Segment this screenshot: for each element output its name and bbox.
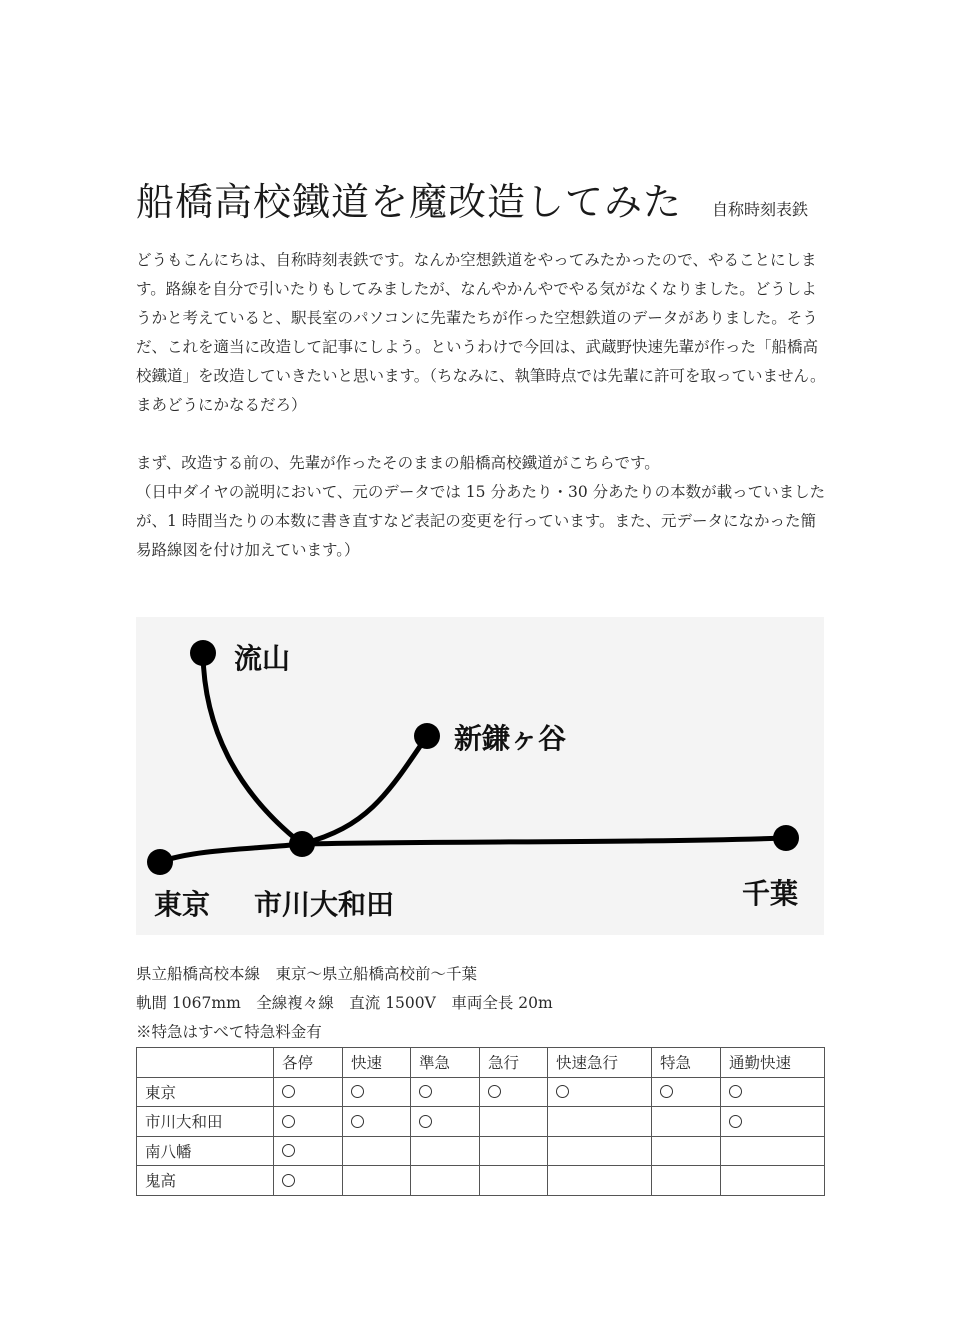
stop-cell bbox=[548, 1077, 652, 1107]
stop-mark-icon bbox=[351, 1115, 364, 1128]
header-cell-rapid-express: 快速急行 bbox=[548, 1048, 652, 1078]
stop-cell bbox=[274, 1077, 343, 1107]
stop-cell bbox=[343, 1166, 411, 1196]
station-label-tokyo: 東京 bbox=[154, 888, 211, 921]
stop-cell bbox=[548, 1136, 652, 1166]
stop-cell bbox=[652, 1077, 721, 1107]
stop-cell bbox=[652, 1107, 721, 1137]
station-label-shinkamagaya: 新鎌ヶ谷 bbox=[454, 722, 567, 755]
intro-paragraph: どうもこんにちは、自称時刻表鉄です。なんか空想鉄道をやってみたかったので、やることにします。路線を自分で引いたりもしてみましたが、なんやかんやでやる気がなくなりました。どうしようかと考えていると、駅長室のパソコンに先輩たちが作った空想鉄道のデータがありました。そうだ、これを適当に改造して記事にしよう。というわけで今回は、武蔵野快速先輩が作った「船橋高校鐵道」を改造していきたいと思います。（ちなみに、執筆時点では先輩に許可を取っていません。まあどうにかなるだろ） bbox=[136, 251, 826, 414]
stop-mark-icon bbox=[282, 1174, 295, 1187]
stop-mark-icon bbox=[729, 1115, 742, 1128]
table-row bbox=[137, 1077, 825, 1107]
stop-cell bbox=[411, 1136, 480, 1166]
header-cell-commuter-rapid: 通勤快速 bbox=[721, 1048, 825, 1078]
station-label-ichikawa-ohwada: 市川大和田 bbox=[254, 888, 395, 921]
header-cell-station bbox=[137, 1048, 274, 1078]
stop-cell bbox=[721, 1166, 825, 1196]
header-cell-express: 急行 bbox=[480, 1048, 548, 1078]
stop-mark-icon bbox=[351, 1085, 364, 1098]
stop-cell bbox=[411, 1166, 480, 1196]
stop-cell bbox=[548, 1166, 652, 1196]
main-line bbox=[160, 838, 786, 862]
stop-cell bbox=[721, 1107, 825, 1137]
header-cell-local: 各停 bbox=[274, 1048, 343, 1078]
station-name-cell: 鬼高 bbox=[137, 1166, 274, 1196]
table-row bbox=[137, 1136, 825, 1166]
branch-line-nagareyama bbox=[203, 653, 302, 844]
stop-mark-icon bbox=[282, 1144, 295, 1157]
stop-cell bbox=[343, 1107, 411, 1137]
explanation-paragraph: まず、改造する前の、先輩が作ったそのままの船橋高校鐵道がこちらです。 （日中ダイヤの説明において、元のデータでは 15 分あたり・30 分あたりの本数が載っていましたが、1 時間当たりの本数に書き直すなど表記の変更を行っています。また、元データになかった簡易路線図を付け加えています。） bbox=[136, 454, 826, 559]
table-body bbox=[137, 1077, 825, 1195]
stop-cell bbox=[480, 1077, 548, 1107]
stop-cell bbox=[343, 1136, 411, 1166]
stop-cell bbox=[480, 1166, 548, 1196]
stop-cell bbox=[343, 1077, 411, 1107]
article-title: 船橋高校鐵道を魔改造してみた bbox=[136, 180, 683, 224]
stop-mark-icon bbox=[282, 1085, 295, 1098]
header-cell-semi-express: 準急 bbox=[411, 1048, 480, 1078]
stop-mark-icon bbox=[282, 1115, 295, 1128]
stop-cell bbox=[548, 1107, 652, 1137]
station-label-chiba: 千葉 bbox=[742, 877, 799, 910]
station-name-cell: 市川大和田 bbox=[137, 1107, 274, 1137]
table-row bbox=[137, 1107, 825, 1137]
route-map bbox=[136, 617, 824, 935]
stop-cell bbox=[652, 1166, 721, 1196]
station-name-cell: 南八幡 bbox=[137, 1136, 274, 1166]
article-author: 自称時刻表鉄 bbox=[712, 200, 809, 219]
stop-mark-icon bbox=[419, 1085, 432, 1098]
table-header-row bbox=[137, 1048, 825, 1078]
stop-mark-icon bbox=[556, 1085, 569, 1098]
station-dot-ichikawa-ohwada bbox=[289, 831, 315, 857]
station-dot-nagareyama bbox=[190, 640, 216, 666]
route-map-svg bbox=[136, 617, 824, 935]
stop-cell bbox=[411, 1077, 480, 1107]
stop-mark-icon bbox=[660, 1085, 673, 1098]
stop-mark-icon bbox=[488, 1085, 501, 1098]
stop-mark-icon bbox=[729, 1085, 742, 1098]
station-dot-tokyo bbox=[147, 849, 173, 875]
line-note: ※特急はすべて特急料金有 bbox=[136, 1023, 322, 1041]
line-spec: 軌間 1067mm 全線複々線 直流 1500V 車両全長 20m bbox=[136, 994, 553, 1012]
station-name-cell: 東京 bbox=[137, 1077, 274, 1107]
stop-table bbox=[136, 1047, 825, 1196]
stop-cell bbox=[721, 1077, 825, 1107]
table-row bbox=[137, 1166, 825, 1196]
line-name: 県立船橋高校本線 東京〜県立船橋高校前〜千葉 bbox=[136, 965, 478, 983]
stop-cell bbox=[480, 1107, 548, 1137]
stop-cell bbox=[274, 1107, 343, 1137]
station-label-nagareyama: 流山 bbox=[234, 642, 291, 675]
station-dot-chiba bbox=[773, 825, 799, 851]
stop-cell bbox=[411, 1107, 480, 1137]
stop-cell bbox=[721, 1136, 825, 1166]
header-cell-rapid: 快速 bbox=[343, 1048, 411, 1078]
stop-mark-icon bbox=[419, 1115, 432, 1128]
stop-cell bbox=[274, 1136, 343, 1166]
title-row bbox=[136, 176, 836, 232]
stop-cell bbox=[652, 1136, 721, 1166]
stop-cell bbox=[480, 1136, 548, 1166]
station-dot-shinkamagaya bbox=[414, 723, 440, 749]
stop-cell bbox=[274, 1166, 343, 1196]
branch-line-shinkamagaya bbox=[302, 736, 427, 844]
header-cell-limited-express: 特急 bbox=[652, 1048, 721, 1078]
